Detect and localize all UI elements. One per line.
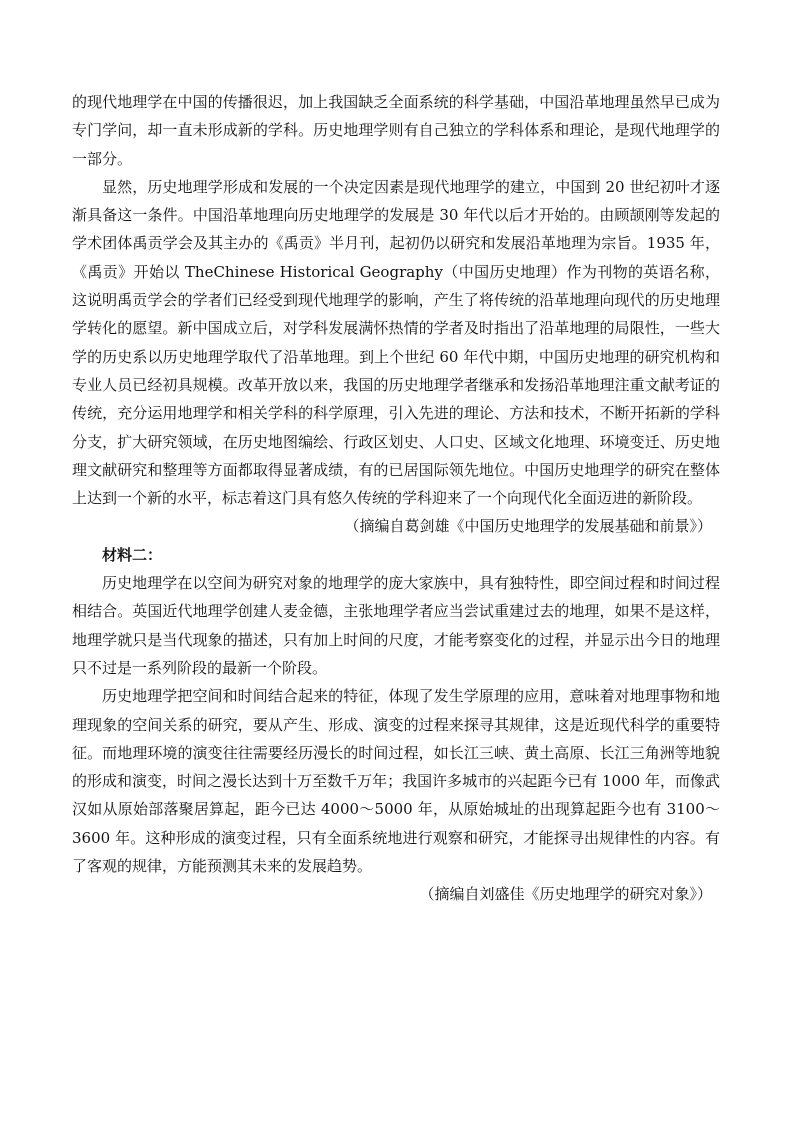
paragraph-continuation: 的现代地理学在中国的传播很迟，加上我国缺乏全面系统的科学基础，中国沿革地理虽然早已成为专门学问，却一直未形成新的学科。历史地理学则有自己独立的学科体系和理论，是现代地理学的一部分。 bbox=[72, 93, 720, 168]
material-two-heading: 材料二： bbox=[102, 545, 163, 564]
source-citation-2: （摘编自刘盛佳《历史地理学的研究对象》） bbox=[419, 885, 712, 904]
paragraph-development: 显然，历史地理学形成和发展的一个决定因素是现代地理学的建立，中国到 20 世纪初叶才逐渐具备这一条件。中国沿革地理向历史地理学的发展是 30 年代以后才开始的。由顾颉刚等发起的学术团体禹贡学会及其主办的《禹贡》半月刊，起初仍以研究和发展沿革地理为宗旨。1935 年，《禹贡》开始以 TheChinese Historical Geography（中国历史地理）作为刊物的英语名称，这说明禹贡学会的学者们已经受到现代地理学的影响，产生了将传统的沿革地理向现代的历史地理学转化的愿望。新中国成立后，对学科发展满怀热情的学者及时指出了沿革地理的局限性，一些大学的历史系以历史地理学取代了沿革地理。到上个世纪 60 年代中期，中国历史地理的研究机构和专业人员已经初具规模。改革开放以来，我国的历史地理学者继承和发扬沿革地理注重文献考证的传统，充分运用地理学和相关学科的科学原理，引入先进的理论、方法和技术，不断开拓新的学科分支，扩大研究领域，在历史地图编绘、行政区划史、人口史、区域文化地理、环境变迁、历史地理文献研究和整理等方面都取得显著成绩，有的已居国际领先地位。中国历史地理学的研究在整体上达到一个新的水平，标志着这门具有悠久传统的学科迎来了一个向现代化全面迈进的新阶段。 bbox=[72, 177, 720, 508]
paragraph-space-time: 历史地理学在以空间为研究对象的地理学的庞大家族中，具有独特性，即空间过程和时间过程相结合。英国近代地理学创建人麦金德，主张地理学者应当尝试重建过去的地理，如果不是这样，地理学就只是当代现象的描述，只有加上时间的尺度，才能考察变化的过程，并显示出今日的地理只不过是一系列阶段的最新一个阶段。 bbox=[72, 574, 720, 677]
paragraph-genetics-principle: 历史地理学把空间和时间结合起来的特征，体现了发生学原理的应用，意味着对地理事物和地理现象的空间关系的研究，要从产生、形成、演变的过程来探寻其规律，这是近现代科学的重要特征。而地理环境的演变往往需要经历漫长的时间过程，如长江三峡、黄土高原、长江三角洲等地貌的形成和演变，时间之漫长达到十万至数千万年；我国许多城市的兴起距今已有 1000 年，而像武汉如从原始部落聚居算起，距今已达 4000～5000 年，从原始城址的出现算起距今也有 3100～3600 年。这种形成的演变过程，只有全面系统地进行观察和研究，才能探寻出规律性的内容。有了客观的规律，方能预测其未来的发展趋势。 bbox=[72, 687, 720, 876]
source-citation-1: （摘编自葛剑雄《中国历史地理学的发展基础和前景》） bbox=[344, 517, 712, 536]
article-body bbox=[72, 88, 720, 909]
